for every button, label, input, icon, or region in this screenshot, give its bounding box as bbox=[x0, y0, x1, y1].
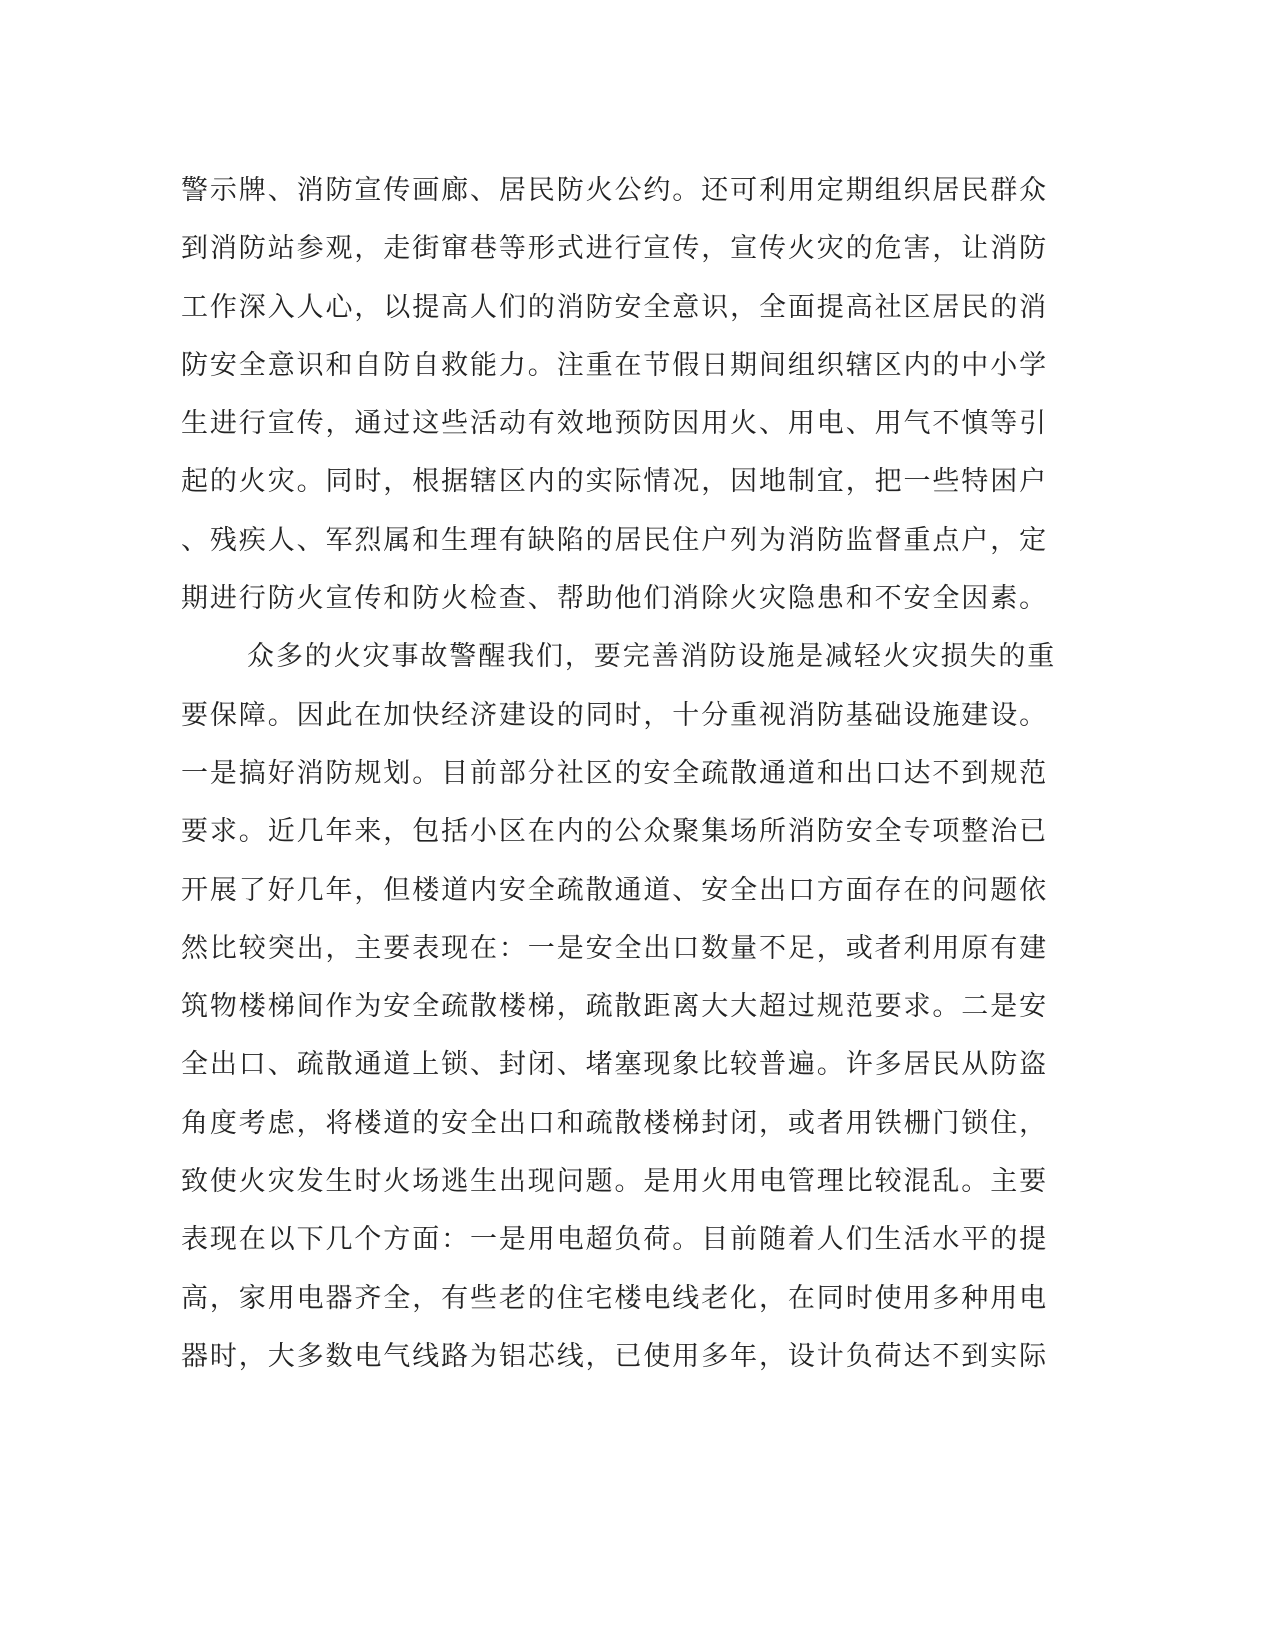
text-line: 然比较突出，主要表现在：一是安全出口数量不足，或者利用原有建 bbox=[181, 932, 1048, 964]
text-line: 器时，大多数电气线路为铝芯线，已使用多年，设计负荷达不到实际 bbox=[181, 1340, 1048, 1372]
text-line: 筑物楼梯间作为安全疏散楼梯，疏散距离大大超过规范要求。二是安 bbox=[181, 991, 1048, 1023]
body-text bbox=[181, 162, 1081, 1386]
text-line: 致使火灾发生时火场逃生出现问题。是用火用电管理比较混乱。主要 bbox=[181, 1166, 1048, 1198]
text-line: 角度考虑，将楼道的安全出口和疏散楼梯封闭，或者用铁栅门锁住， bbox=[181, 1107, 1048, 1139]
text-line: 表现在以下几个方面：一是用电超负荷。目前随着人们生活水平的提 bbox=[181, 1224, 1048, 1256]
text-line: 防安全意识和自防自救能力。注重在节假日期间组织辖区内的中小学 bbox=[181, 349, 1048, 381]
text-line: 要保障。因此在加快经济建设的同时，十分重视消防基础设施建设。 bbox=[181, 699, 1048, 731]
text-line: 工作深入人心，以提高人们的消防安全意识，全面提高社区居民的消 bbox=[181, 291, 1048, 323]
text-line: 全出口、疏散通道上锁、封闭、堵塞现象比较普遍。许多居民从防盗 bbox=[181, 1049, 1048, 1081]
text-line: 起的火灾。同时，根据辖区内的实际情况，因地制宜，把一些特困户 bbox=[181, 466, 1048, 498]
text-line: 一是搞好消防规划。目前部分社区的安全疏散通道和出口达不到规范 bbox=[181, 757, 1048, 789]
text-line: 开展了好几年，但楼道内安全疏散通道、安全出口方面存在的问题依 bbox=[181, 874, 1048, 906]
text-line: 要求。近几年来，包括小区在内的公众聚集场所消防安全专项整治已 bbox=[181, 816, 1048, 848]
text-line: 到消防站参观，走街窜巷等形式进行宣传，宣传火灾的危害，让消防 bbox=[181, 233, 1048, 265]
text-line: 、残疾人、军烈属和生理有缺陷的居民住户列为消防监督重点户，定 bbox=[181, 524, 1048, 556]
text-line: 警示牌、消防宣传画廊、居民防火公约。还可利用定期组织居民群众 bbox=[181, 175, 1048, 206]
text-line: 高，家用电器齐全，有些老的住宅楼电线老化，在同时使用多种用电 bbox=[181, 1282, 1048, 1314]
paragraph-start-line: 众多的火灾事故警醒我们，要完善消防设施是减轻火灾损失的重 bbox=[247, 641, 1057, 673]
text-line: 生进行宣传，通过这些活动有效地预防因用火、用电、用气不慎等引 bbox=[181, 408, 1048, 440]
text-line: 期进行防火宣传和防火检查、帮助他们消除火灾隐患和不安全因素。 bbox=[181, 583, 1048, 615]
